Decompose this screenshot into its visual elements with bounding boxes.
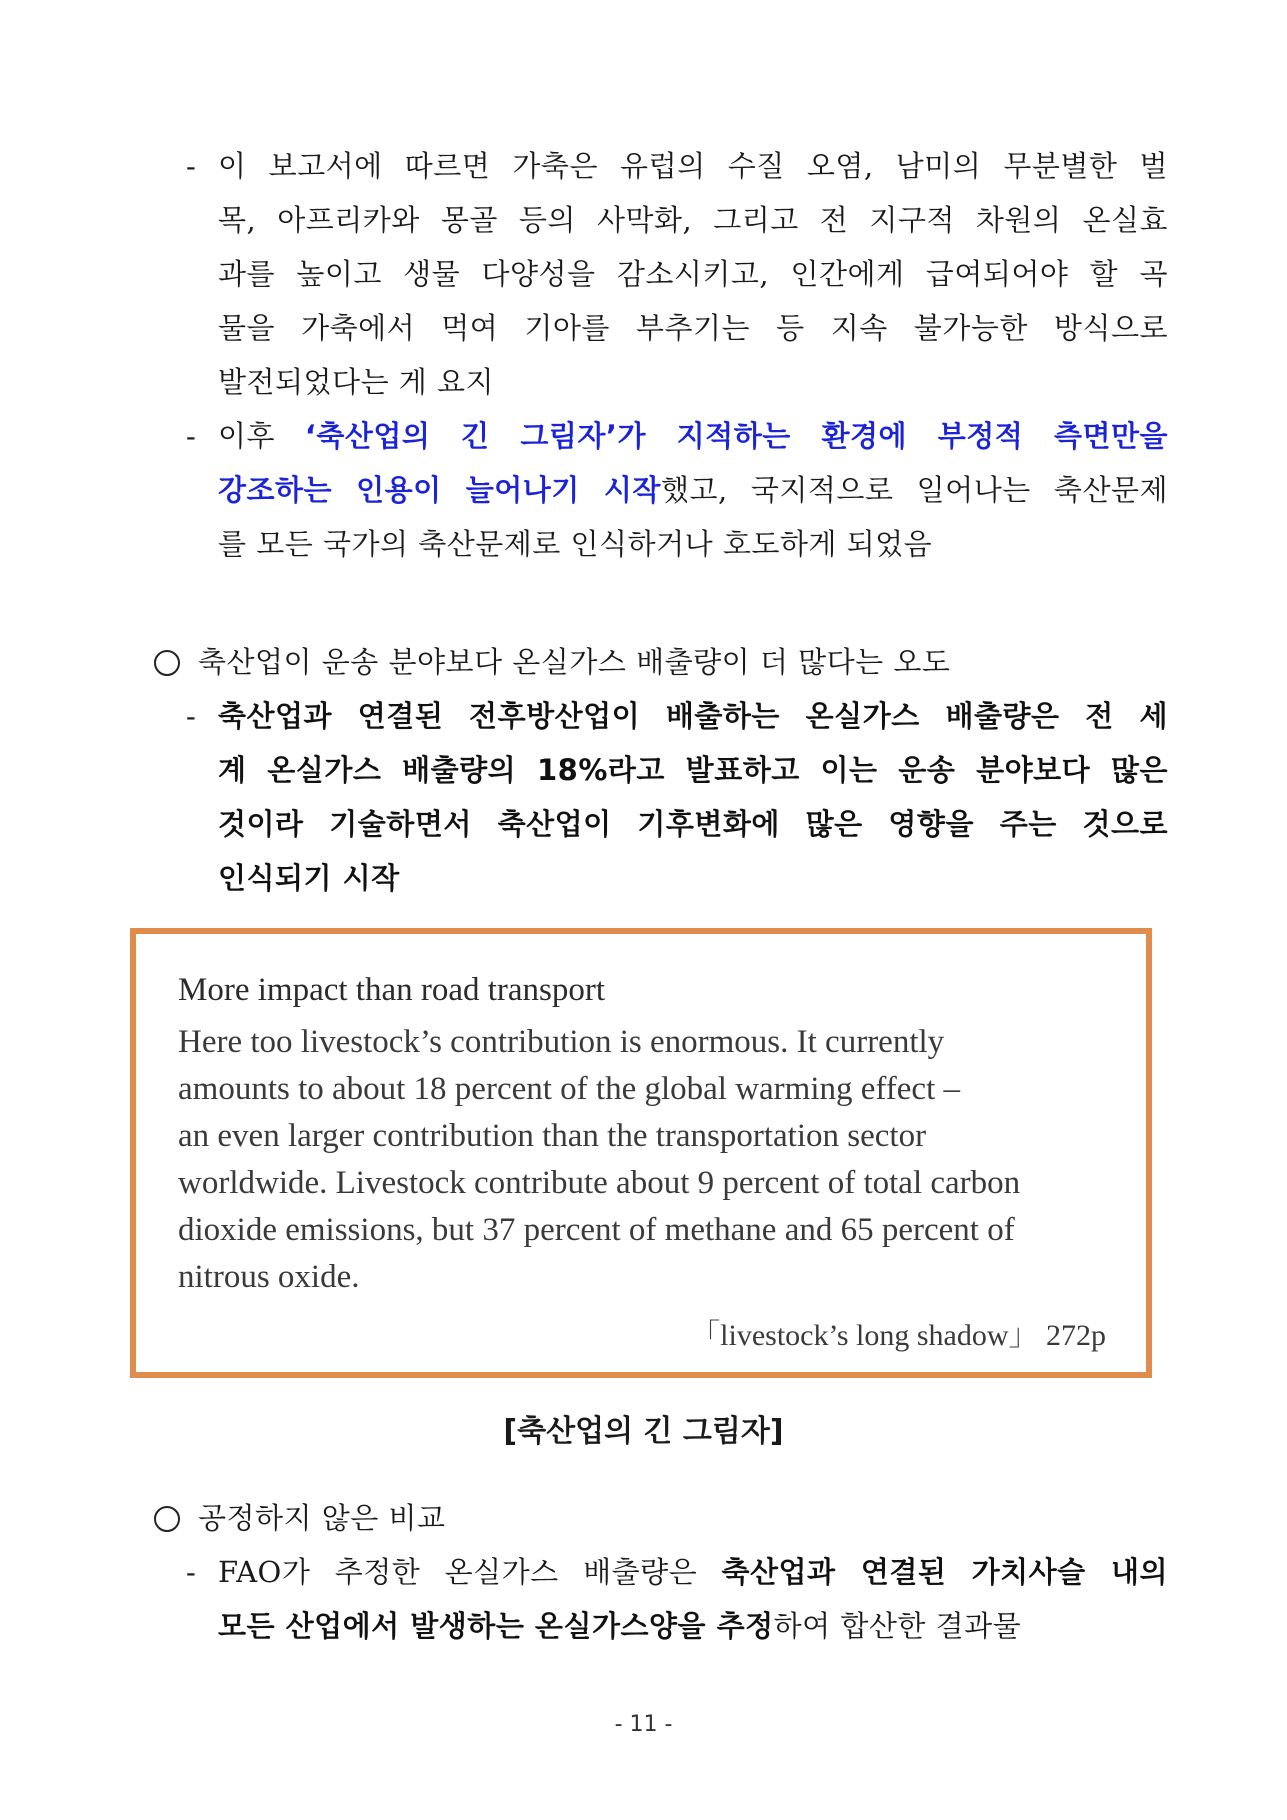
section3-line1-bold: 축산업과 연결된 가치사슬 내의 [721, 1555, 1168, 1589]
bullet2-highlight-2: 강조하는 인용이 늘어나기 시작 [218, 473, 661, 507]
section3-line1-normal: FAO가 추정한 온실가스 배출량은 [218, 1555, 722, 1589]
quote-source: 「livestock’s long shadow」 272p [690, 1319, 1106, 1352]
quote-line-4: worldwide. Livestock contribute about 9 percent of total carbon [178, 1165, 1021, 1201]
quote-title: More impact than road transport [178, 972, 606, 1008]
bullet1-line-5: 발전되었다는 게 요지 [218, 365, 495, 399]
section3-line-2 [218, 1606, 1168, 1646]
bullet1-line-1: 이 보고서에 따르면 가축은 유럽의 수질 오염, 남미의 무분별한 벌 [218, 149, 1168, 183]
section2-bold-line-3: 것이라 기술하면서 축산업이 기후변화에 많은 영향을 주는 것으로 [218, 807, 1168, 841]
dash-bullet: - [186, 149, 197, 183]
section2-bold-line-2: 계 온실가스 배출량의 18%라고 발표하고 이는 운송 분야보다 많은 [218, 753, 1168, 787]
dash-bullet: - [186, 1555, 197, 1589]
quote-line-6: nitrous oxide. [178, 1259, 360, 1295]
bullet1-line-3: 과를 높이고 생물 다양성을 감소시키고, 인간에게 급여되어야 할 곡 [218, 257, 1168, 291]
figure-caption: [축산업의 긴 그림자] [503, 1414, 784, 1449]
section3-line2-bold: 모든 산업에서 발생하는 온실가스양을 추정 [218, 1609, 774, 1643]
bullet2-rest: 했고, 국지적으로 일어나는 축산문제 [660, 473, 1168, 507]
dash-bullet: - [186, 699, 197, 733]
bullet1-line-4: 물을 가축에서 먹여 기아를 부추기는 등 지속 불가능한 방식으로 [218, 311, 1168, 345]
bullet2-line-1 [218, 416, 1168, 456]
section3-line-1 [218, 1552, 1168, 1592]
quote-box [130, 928, 1152, 1378]
quote-line-5: dioxide emissions, but 37 percent of methane and 65 percent of [178, 1212, 1015, 1248]
bullet2-line-2 [218, 470, 1168, 510]
dash-bullet: - [186, 419, 197, 453]
section3-line2-normal: 하여 합산한 결과물 [773, 1609, 1022, 1643]
section2-heading: 축산업이 운송 분야보다 온실가스 배출량이 더 많다는 오도 [198, 645, 951, 679]
circle-bullet-icon [154, 650, 180, 676]
page-number: - 11 - [614, 1712, 673, 1737]
bullet1-line-2: 목, 아프리카와 몽골 등의 사막화, 그리고 전 지구적 차원의 온실효 [218, 203, 1168, 237]
circle-bullet-icon [154, 1506, 180, 1532]
bullet2-prefix: 이후 [218, 419, 305, 453]
section3-heading: 공정하지 않은 비교 [198, 1501, 446, 1535]
quote-line-1: Here too livestock’s contribution is enormous. It currently [178, 1024, 945, 1060]
quote-line-2: amounts to about 18 percent of the global warming effect – [178, 1071, 960, 1107]
section2-bold-line-4: 인식되기 시작 [218, 861, 400, 895]
bullet2-line-3: 를 모든 국가의 축산문제로 인식하거나 호도하게 되었음 [218, 527, 933, 561]
section2-bold-line-1: 축산업과 연결된 전후방산업이 배출하는 온실가스 배출량은 전 세 [218, 699, 1168, 733]
quote-line-3: an even larger contribution than the transportation sector [178, 1118, 927, 1154]
bullet2-highlight-1: ‘축산업의 긴 그림자’가 지적하는 환경에 부정적 측면만을 [304, 419, 1169, 453]
